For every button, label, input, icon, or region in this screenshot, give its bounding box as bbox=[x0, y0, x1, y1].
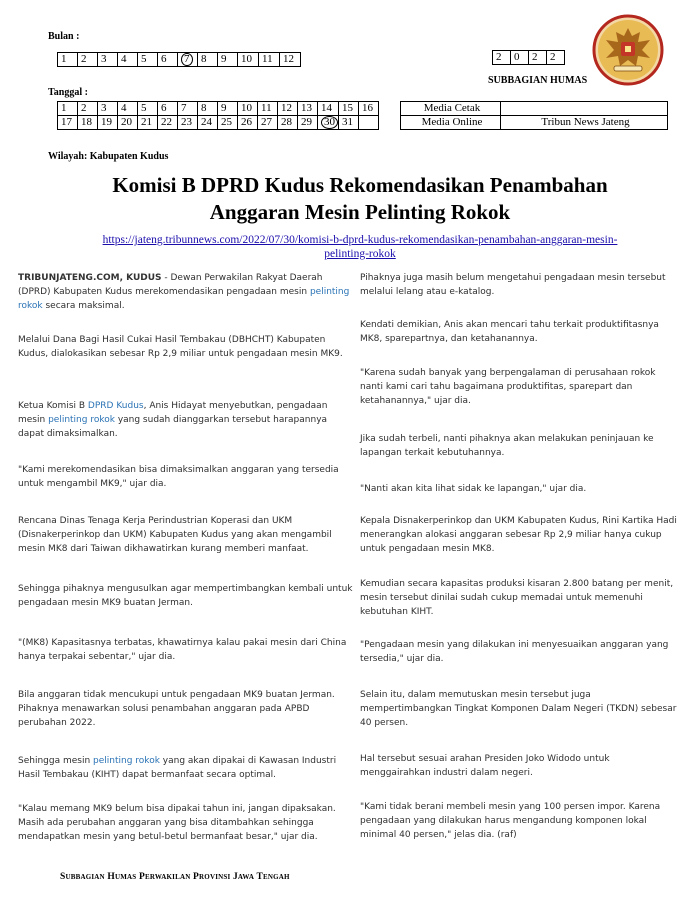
paragraph-text: "Karena sudah banyak yang berpengalaman di perusahaan rokok nanti kami cari tahu bagaimana produktifitas, sparepart dan ketahanannya," ujar dia. bbox=[360, 368, 656, 406]
title-line-2: Anggaran Mesin Pelinting Rokok bbox=[209, 200, 511, 224]
day-cell bbox=[318, 102, 339, 116]
media-online-value: Tribun News Jateng bbox=[501, 116, 668, 130]
month-cell bbox=[218, 53, 238, 67]
paragraph bbox=[360, 577, 680, 619]
paragraph-text: yang sudah dianggarkan tersebut harapannya dapat dimaksimalkan. bbox=[18, 415, 328, 439]
day-cell-value: 6 bbox=[161, 102, 167, 114]
month-cell-value: 4 bbox=[121, 53, 127, 65]
paragraph bbox=[360, 366, 680, 408]
year-digit-cell-value: 2 bbox=[550, 51, 556, 63]
inline-link[interactable]: pelinting rokok bbox=[48, 415, 115, 425]
inline-link[interactable]: pelinting rokok bbox=[93, 756, 160, 766]
month-cell-value: 3 bbox=[101, 53, 107, 65]
article-url[interactable] bbox=[40, 233, 680, 261]
day-cell-value: 24 bbox=[201, 116, 212, 128]
paragraph-text: Jika sudah terbeli, nanti pihaknya akan melakukan peninjauan ke lapangan terkait kebutuhannya. bbox=[360, 434, 654, 458]
year-digit-cell-value: 0 bbox=[514, 51, 520, 63]
article-title bbox=[40, 172, 680, 226]
day-cell-value: 30 bbox=[321, 116, 338, 129]
title-line-1: Komisi B DPRD Kudus Rekomendasikan Penambahan bbox=[112, 173, 608, 197]
day-cell bbox=[278, 102, 298, 116]
wilayah-label: Wilayah: Kabupaten Kudus bbox=[48, 151, 169, 162]
day-cell-value: 13 bbox=[301, 102, 312, 114]
paragraph-text: Pihaknya juga masih belum mengetahui pengadaan mesin tersebut melalui lelang atau e-katalog. bbox=[360, 273, 666, 297]
media-online-label: Media Online bbox=[401, 116, 501, 130]
day-cell bbox=[178, 116, 198, 130]
year-digit-cell bbox=[529, 51, 547, 65]
year-digit-cell-value: 2 bbox=[496, 51, 502, 63]
month-grid bbox=[57, 52, 301, 67]
day-cell-value: 18 bbox=[81, 116, 92, 128]
day-cell-value: 14 bbox=[321, 102, 332, 114]
month-cell bbox=[98, 53, 118, 67]
day-cell bbox=[78, 102, 98, 116]
day-cell bbox=[118, 116, 138, 130]
paragraph-text: Kepala Disnakerperinkop dan UKM Kabupaten Kudus, Rini Kartika Hadi menerangkan alokasi anggaran sebesar Rp 2,9 miliar hanya cukup untuk pengadaan mesin MK8. bbox=[360, 516, 677, 554]
paragraph bbox=[18, 514, 354, 556]
day-cell-value: 21 bbox=[141, 116, 152, 128]
paragraph-text: Bila anggaran tidak mencukupi untuk pengadaan MK9 buatan Jerman. Pihaknya menawarkan solusi penambahan anggaran pada APBD perubahan 2022. bbox=[18, 690, 335, 728]
day-cell-value: 31 bbox=[342, 116, 353, 128]
day-cell bbox=[238, 116, 258, 130]
paragraph-text: Rencana Dinas Tenaga Kerja Perindustrian Koperasi dan UKM (Disnakerperinkop dan UKM) Kabupaten Kudus yang akan mengambil mesin MK8 dari Taiwan dikhawatirkan kurang memberi manfaat. bbox=[18, 516, 332, 554]
paragraph-text: "Pengadaan mesin yang dilakukan ini menyesuaikan anggaran yang tersedia," ujar dia. bbox=[360, 640, 669, 664]
month-cell-value: 5 bbox=[141, 53, 147, 65]
paragraph-text: Melalui Dana Bagi Hasil Cukai Hasil Tembakau (DBHCHT) Kabupaten Kudus, dialokasikan sebesar Rp 2,9 miliar untuk pengadaan mesin MK9. bbox=[18, 335, 343, 359]
day-cell-value: 3 bbox=[101, 102, 107, 114]
paragraph-text: Ketua Komisi B bbox=[18, 401, 88, 411]
month-cell-value: 9 bbox=[221, 53, 227, 65]
paragraph bbox=[360, 271, 680, 299]
month-cell bbox=[198, 53, 218, 67]
day-cell bbox=[359, 102, 379, 116]
paragraph-text: yang akan dipakai di Kawasan Industri Hasil Tembakau (KIHT) dapat bermanfaat secara optimal. bbox=[18, 756, 337, 780]
day-cell-value: 23 bbox=[181, 116, 192, 128]
day-cell bbox=[118, 102, 138, 116]
day-cell-value: 4 bbox=[121, 102, 127, 114]
year-digit-cell bbox=[547, 51, 565, 65]
paragraph-text: secara maksimal. bbox=[42, 301, 125, 311]
day-cell bbox=[58, 116, 78, 130]
month-cell bbox=[58, 53, 78, 67]
paragraph-text: "Kami merekomendasikan bisa dimaksimalkan anggaran yang tersedia untuk mengambil MK9," ujar dia. bbox=[18, 465, 339, 489]
month-cell bbox=[118, 53, 138, 67]
day-cell bbox=[238, 102, 258, 116]
day-cell bbox=[339, 102, 359, 116]
day-cell bbox=[198, 102, 218, 116]
year-digit-cell bbox=[493, 51, 511, 65]
paragraph-text: "(MK8) Kapasitasnya terbatas, khawatirnya kalau pakai mesin dari China hanya terpakai sebentar," ujar dia. bbox=[18, 638, 347, 662]
day-cell bbox=[339, 116, 359, 130]
footer-unit: Subbagian Humas Perwakilan Provinsi Jawa Tengah bbox=[60, 872, 290, 882]
month-cell bbox=[78, 53, 98, 67]
media-row bbox=[401, 116, 668, 130]
day-cell-value: 26 bbox=[241, 116, 252, 128]
day-cell-value: 7 bbox=[181, 102, 187, 114]
month-cell bbox=[178, 53, 198, 67]
paragraph bbox=[360, 752, 680, 780]
day-cell-value: 29 bbox=[301, 116, 312, 128]
day-cell bbox=[298, 102, 318, 116]
day-cell-value: 1 bbox=[61, 102, 67, 114]
paragraph-text: "Nanti akan kita lihat sidak ke lapangan," ujar dia. bbox=[360, 484, 587, 494]
month-cell-value: 12 bbox=[283, 53, 294, 65]
paragraph-text: , Anis Hidayat menyebutkan, pengadaan mesin bbox=[18, 401, 328, 425]
day-cell bbox=[58, 102, 78, 116]
unit-label: SUBBAGIAN HUMAS bbox=[488, 75, 588, 86]
day-cell bbox=[278, 116, 298, 130]
day-cell bbox=[198, 116, 218, 130]
day-cell-value: 20 bbox=[121, 116, 132, 128]
year-digit-cell-value: 2 bbox=[532, 51, 538, 63]
paragraph bbox=[18, 688, 354, 730]
paragraph-text: Sehingga mesin bbox=[18, 756, 94, 766]
month-cell bbox=[138, 53, 158, 67]
day-cell bbox=[298, 116, 318, 130]
month-cell-value: 7 bbox=[181, 53, 193, 66]
paragraph-text: - Dewan Perwakilan Rakyat Daerah (DPRD) Kabupaten Kudus merekomendasikan pengadaan mesin bbox=[18, 273, 323, 297]
day-cell bbox=[98, 102, 118, 116]
day-cell-value: 2 bbox=[81, 102, 87, 114]
paragraph bbox=[18, 802, 354, 844]
paragraph bbox=[360, 514, 680, 556]
url-line-1[interactable]: https://jateng.tribunnews.com/2022/07/30/komisi-b-dprd-kudus-rekomendasikan-penambahan-anggaran-mesin- bbox=[102, 234, 618, 246]
day-cell-value: 5 bbox=[141, 102, 147, 114]
media-table bbox=[400, 101, 668, 130]
day-cell bbox=[318, 116, 339, 130]
month-cell-value: 1 bbox=[61, 53, 67, 65]
dateline: TRIBUNJATENG.COM, KUDUS bbox=[18, 273, 162, 283]
media-cetak-value bbox=[501, 102, 668, 116]
month-cell-value: 6 bbox=[161, 53, 167, 65]
month-cell bbox=[259, 53, 280, 67]
paragraph bbox=[360, 318, 680, 346]
inline-link[interactable]: DPRD Kudus bbox=[87, 401, 144, 411]
paragraph-text: Kendati demikian, Anis akan mencari tahu terkait produktifitasnya MK8, sparepartnya, dan ketahanannya. bbox=[360, 320, 659, 344]
month-cell-value: 10 bbox=[241, 53, 252, 65]
day-grid bbox=[57, 101, 379, 130]
day-cell bbox=[359, 116, 379, 130]
paragraph bbox=[18, 399, 354, 441]
month-cell-value: 2 bbox=[81, 53, 87, 65]
year-box bbox=[492, 50, 565, 65]
paragraph bbox=[18, 333, 354, 361]
paragraph bbox=[18, 271, 354, 313]
day-cell bbox=[78, 116, 98, 130]
day-cell-value: 10 bbox=[241, 102, 252, 114]
paragraph-text: Sehingga pihaknya mengusulkan agar mempertimbangkan kembali untuk pengadaan mesin MK9 buatan Jerman. bbox=[18, 584, 353, 608]
paragraph bbox=[360, 638, 680, 666]
day-cell-value: 17 bbox=[61, 116, 72, 128]
paragraph-text: Kemudian secara kapasitas produksi kisaran 2.800 batang per menit, mesin tersebut dinilai sudah cukup memadai untuk memenuhi kebutuhan KIHT. bbox=[360, 579, 674, 617]
day-cell-value: 11 bbox=[261, 102, 272, 114]
paragraph bbox=[360, 482, 680, 496]
day-cell bbox=[258, 102, 278, 116]
day-cell bbox=[158, 116, 178, 130]
bulan-label: Bulan : bbox=[48, 31, 80, 42]
paragraph-text: "Kami tidak berani membeli mesin yang 100 persen impor. Karena pengadaan yang dilakukan harus mengandung komponen lokal minimal 40 persen," jelas dia. (raf) bbox=[360, 802, 661, 840]
day-cell bbox=[138, 102, 158, 116]
paragraph bbox=[18, 754, 354, 782]
day-cell-value: 12 bbox=[281, 102, 292, 114]
month-cell-value: 11 bbox=[262, 53, 273, 65]
month-cell-value: 8 bbox=[201, 53, 207, 65]
day-cell bbox=[158, 102, 178, 116]
day-cell-value: 8 bbox=[201, 102, 207, 114]
garuda-emblem-logo bbox=[592, 14, 664, 86]
paragraph bbox=[360, 432, 680, 460]
day-cell bbox=[258, 116, 278, 130]
paragraph-text: "Kalau memang MK9 belum bisa dipakai tahun ini, jangan dipaksakan. Masih ada perubahan anggaran yang bisa ditambahkan sehingga mendapatkan mesin yang betul-betul bermanfaat besar," ujar dia. bbox=[18, 804, 336, 842]
tanggal-label: Tanggal : bbox=[48, 87, 88, 98]
paragraph bbox=[18, 582, 354, 610]
day-cell-value: 25 bbox=[221, 116, 232, 128]
day-cell bbox=[218, 116, 238, 130]
paragraph bbox=[360, 688, 680, 730]
day-cell-value: 22 bbox=[161, 116, 172, 128]
media-row bbox=[401, 102, 668, 116]
month-cell bbox=[238, 53, 259, 67]
day-cell-value: 19 bbox=[101, 116, 112, 128]
paragraph-text: Selain itu, dalam memutuskan mesin tersebut juga mempertimbangkan Tingkat Komponen Dalam Negeri (TKDN) sebesar 40 persen. bbox=[360, 690, 677, 728]
day-cell-value: 15 bbox=[342, 102, 353, 114]
day-cell-value: 27 bbox=[261, 116, 272, 128]
day-cell bbox=[218, 102, 238, 116]
url-line-2[interactable]: pelinting-rokok bbox=[324, 248, 396, 260]
paragraph bbox=[360, 800, 680, 842]
paragraph bbox=[18, 636, 354, 664]
paragraph bbox=[18, 463, 354, 491]
paragraph-text: Hal tersebut sesuai arahan Presiden Joko Widodo untuk menggairahkan industri dalam negeri. bbox=[360, 754, 610, 778]
day-cell bbox=[178, 102, 198, 116]
inline-link[interactable]: pelinting rokok bbox=[18, 287, 350, 311]
month-cell bbox=[280, 53, 301, 67]
day-cell-value: 16 bbox=[362, 102, 373, 114]
day-cell-value: 9 bbox=[221, 102, 227, 114]
day-cell bbox=[138, 116, 158, 130]
day-cell-value: 28 bbox=[281, 116, 292, 128]
media-cetak-label: Media Cetak bbox=[401, 102, 501, 116]
year-digit-cell bbox=[511, 51, 529, 65]
month-cell bbox=[158, 53, 178, 67]
day-cell bbox=[98, 116, 118, 130]
